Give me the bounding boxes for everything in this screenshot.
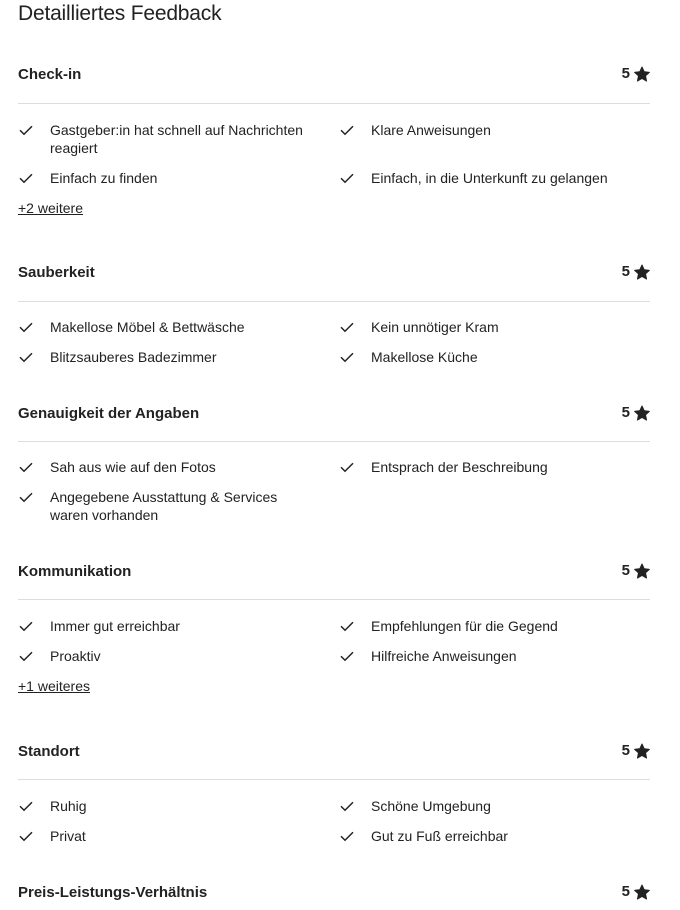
section-header — [18, 62, 650, 90]
section-genauigkeit — [18, 401, 650, 523]
list-item — [339, 121, 650, 139]
section-header — [18, 260, 650, 288]
list-item — [18, 318, 318, 336]
rating-value: 5 — [621, 263, 630, 280]
section-title: Sauberkeit — [18, 264, 95, 281]
divider — [18, 441, 650, 442]
check-icon — [18, 122, 34, 138]
item-label: Einfach zu finden — [50, 170, 158, 186]
check-icon — [339, 459, 355, 475]
list-item — [339, 169, 650, 187]
item-label: Makellose Möbel & Bettwäsche — [50, 319, 245, 335]
list-item — [18, 617, 318, 635]
list-item — [18, 797, 318, 815]
check-icon — [339, 828, 355, 844]
list-item — [18, 169, 318, 187]
item-label: Immer gut erreichbar — [50, 618, 180, 634]
item-label: Entsprach der Beschreibung — [371, 459, 548, 475]
list-item — [18, 458, 318, 476]
star-icon — [634, 66, 650, 82]
rating-value: 5 — [621, 404, 630, 421]
list-item — [18, 647, 318, 665]
check-icon — [18, 648, 34, 664]
rating-value: 5 — [621, 562, 630, 579]
list-item — [339, 827, 650, 845]
section-kommunikation — [18, 559, 650, 694]
section-rating — [622, 562, 650, 579]
item-label: Kein unnötiger Kram — [371, 319, 499, 335]
check-icon — [339, 319, 355, 335]
item-label: Hilfreiche Anweisungen — [371, 648, 517, 664]
section-title: Genauigkeit der Angaben — [18, 405, 200, 422]
item-label: Blitzsauberes Badezimmer — [50, 349, 217, 365]
section-rating — [622, 263, 650, 280]
show-more-link[interactable]: +2 weitere — [18, 200, 83, 216]
section-header — [18, 739, 650, 767]
section-rating — [622, 404, 650, 421]
item-label: Gut zu Fuß erreichbar — [371, 828, 508, 844]
check-icon — [339, 349, 355, 365]
item-label: Einfach, in die Unterkunft zu gelangen — [371, 170, 608, 186]
item-label: Angegebene Ausstattung & Services waren vorhanden — [50, 489, 278, 523]
section-rating — [622, 883, 650, 900]
list-item — [339, 318, 650, 336]
item-label: Makellose Küche — [371, 349, 478, 365]
check-icon — [18, 349, 34, 365]
check-icon — [18, 489, 34, 505]
item-label: Gastgeber:in hat schnell auf Nachrichten reagiert — [50, 122, 303, 156]
list-item — [18, 348, 318, 366]
list-item — [18, 121, 318, 157]
list-item — [339, 797, 650, 815]
item-label: Empfehlungen für die Gegend — [371, 618, 558, 634]
item-label: Privat — [50, 828, 86, 844]
section-rating — [622, 65, 650, 82]
list-item — [339, 647, 650, 665]
item-label: Proaktiv — [50, 648, 101, 664]
check-icon — [339, 618, 355, 634]
section-title: Standort — [18, 743, 80, 760]
check-icon — [339, 170, 355, 186]
divider — [18, 779, 650, 780]
star-icon — [634, 405, 650, 421]
check-icon — [18, 618, 34, 634]
list-item — [339, 458, 650, 476]
rating-value: 5 — [621, 742, 630, 759]
check-icon — [18, 828, 34, 844]
section-header — [18, 559, 650, 587]
list-item — [18, 488, 318, 524]
rating-value: 5 — [621, 883, 630, 900]
section-check-in — [18, 62, 650, 216]
star-icon — [634, 563, 650, 579]
list-item — [339, 348, 650, 366]
section-header — [18, 880, 650, 908]
check-icon — [18, 170, 34, 186]
check-icon — [18, 459, 34, 475]
rating-value: 5 — [621, 65, 630, 82]
star-icon — [634, 264, 650, 280]
check-icon — [18, 798, 34, 814]
check-icon — [339, 648, 355, 664]
divider — [18, 599, 650, 600]
section-rating — [622, 742, 650, 759]
show-more-link[interactable]: +1 weiteres — [18, 678, 90, 694]
section-title: Kommunikation — [18, 563, 132, 580]
section-title: Preis-Leistungs-Verhältnis — [18, 884, 208, 901]
check-icon — [339, 798, 355, 814]
item-label: Schöne Umgebung — [371, 798, 491, 814]
item-label: Ruhig — [50, 798, 87, 814]
section-standort — [18, 739, 650, 844]
section-sauberkeit — [18, 260, 650, 365]
item-label: Klare Anweisungen — [371, 122, 491, 138]
list-item — [18, 827, 318, 845]
star-icon — [634, 743, 650, 759]
list-item — [339, 617, 650, 635]
divider — [18, 301, 650, 302]
check-icon — [18, 319, 34, 335]
page-title: Detailliertes Feedback — [18, 2, 222, 25]
section-header — [18, 401, 650, 429]
section-preis-leistung — [18, 880, 650, 908]
item-label: Sah aus wie auf den Fotos — [50, 459, 216, 475]
check-icon — [339, 122, 355, 138]
section-title: Check-in — [18, 66, 82, 83]
divider — [18, 103, 650, 104]
star-icon — [634, 884, 650, 900]
